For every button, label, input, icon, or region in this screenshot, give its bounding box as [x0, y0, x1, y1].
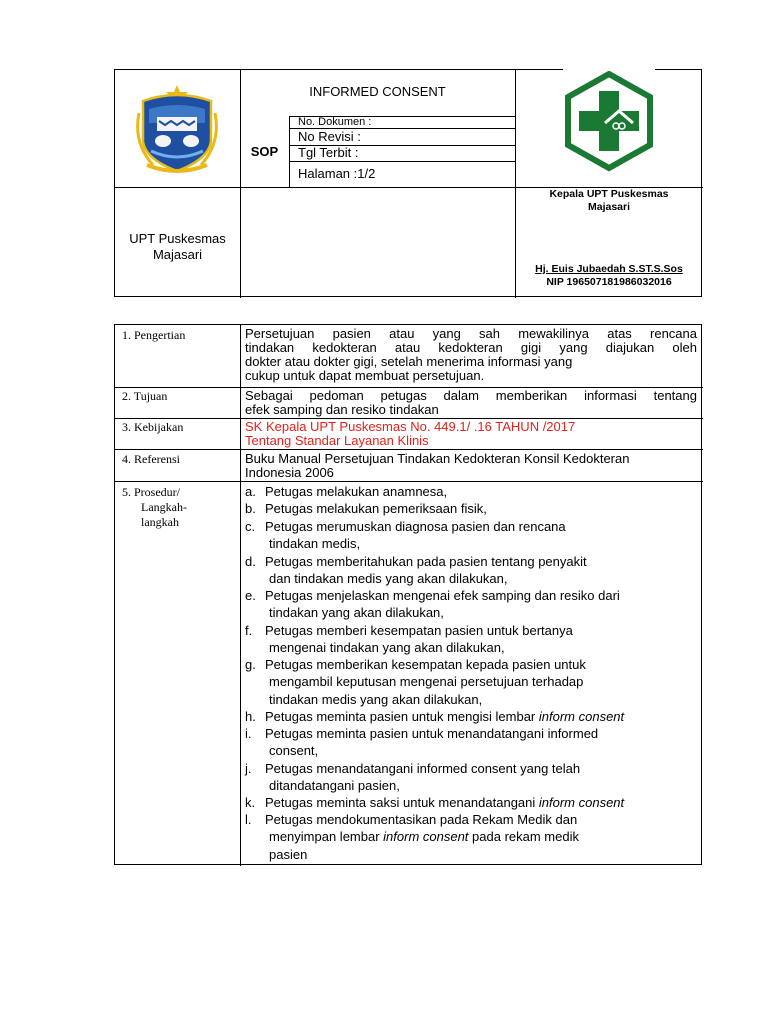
- head-signature-block: [515, 263, 703, 289]
- procedure-step-a: a. Petugas melakukan anamnesa,: [245, 484, 448, 499]
- regional-emblem-icon: [133, 83, 221, 175]
- procedure-step-h: h. Petugas meminta pasien untuk mengisi lembar inform consent: [245, 709, 625, 724]
- head-name: Hj. Euis Jubaedah S.ST.S.Sos: [535, 263, 683, 275]
- procedure-step-b: b. Petugas melakukan pemeriksaan fisik,: [245, 501, 487, 516]
- doc-revision-field: No Revisi :: [298, 129, 361, 144]
- procedure-step-j: j. Petugas menandatangani informed consent yang telah ditandatangani pasien,: [245, 761, 581, 794]
- puskesmas-logo-icon: [563, 71, 655, 173]
- section-label-prosedur: 5. Prosedur/ Langkah- langkah: [122, 485, 187, 529]
- section-text-tujuan: Sebagai pedoman petugas dalam memberikan informasi tentang efek samping dan resiko tindakan: [245, 388, 697, 417]
- document-title: INFORMED CONSENT: [309, 84, 446, 99]
- procedure-step-d: d. Petugas memberitahukan pada pasien tentang penyakit dan tindakan medis yang akan dilakukan,: [245, 554, 587, 587]
- doc-page-field: Halaman :1/2: [298, 166, 376, 181]
- section-text-kebijakan: SK Kepala UPT Puskesmas No. 449.1/ .16 TAHUN /2017 Tentang Standar Layanan Klinis: [245, 419, 576, 448]
- procedure-step-l: l. Petugas mendokumentasikan pada Rekam Medik dan menyimpan lembar inform consent pada rekam medik pasien: [245, 812, 579, 862]
- procedure-step-g: g. Petugas memberikan kesempatan kepada pasien untuk mengambil keputusan mengenai persetujuan terhadap tindakan medis yang akan dilakukan,: [245, 657, 586, 707]
- head-title: Kepala UPT Puskesmas Majasari: [549, 188, 669, 213]
- section-label-pengertian: 1. Pengertian: [122, 328, 186, 342]
- sop-header-table: [114, 69, 702, 297]
- doc-number-field: No. Dokumen :: [298, 116, 372, 128]
- procedure-step-c: c. Petugas merumuskan diagnosa pasien dan rencana tindakan medis,: [245, 519, 566, 552]
- procedure-step-k: k. Petugas meminta saksi untuk menandatangani inform consent: [245, 795, 625, 810]
- organization-name: UPT Puskesmas Majasari: [129, 231, 226, 262]
- section-label-kebijakan: 3. Kebijakan: [122, 420, 184, 434]
- section-label-tujuan: 2. Tujuan: [122, 389, 168, 403]
- head-nip: NIP 196507181986032016: [546, 276, 672, 288]
- procedure-step-i: i. Petugas meminta pasien untuk menandatangani informed consent,: [245, 726, 599, 759]
- section-text-referensi: Buku Manual Persetujuan Tindakan Kedokteran Konsil Kedokteran Indonesia 2006: [245, 451, 630, 480]
- procedure-step-e: e. Petugas menjelaskan mengenai efek samping dan resiko dari tindakan yang akan dilakukan,: [245, 588, 620, 621]
- section-label-referensi: 4. Referensi: [122, 452, 180, 466]
- doc-issue-date-field: Tgl Terbit :: [298, 145, 359, 160]
- procedure-step-f: f. Petugas memberi kesempatan pasien untuk bertanya mengenai tindakan yang akan dilakukan,: [245, 623, 573, 656]
- section-text-pengertian: Persetujuan pasien atau yang sah mewakilinya atas rencana tindakan kedokteran atau kedokteran gigi yang diajukan oleh dokter atau dokter gigi, setelah menerima informasi yang cukup untuk dapat membuat persetujuan.: [245, 326, 697, 383]
- sop-content-table: [114, 324, 702, 865]
- sop-label: SOP: [250, 144, 279, 159]
